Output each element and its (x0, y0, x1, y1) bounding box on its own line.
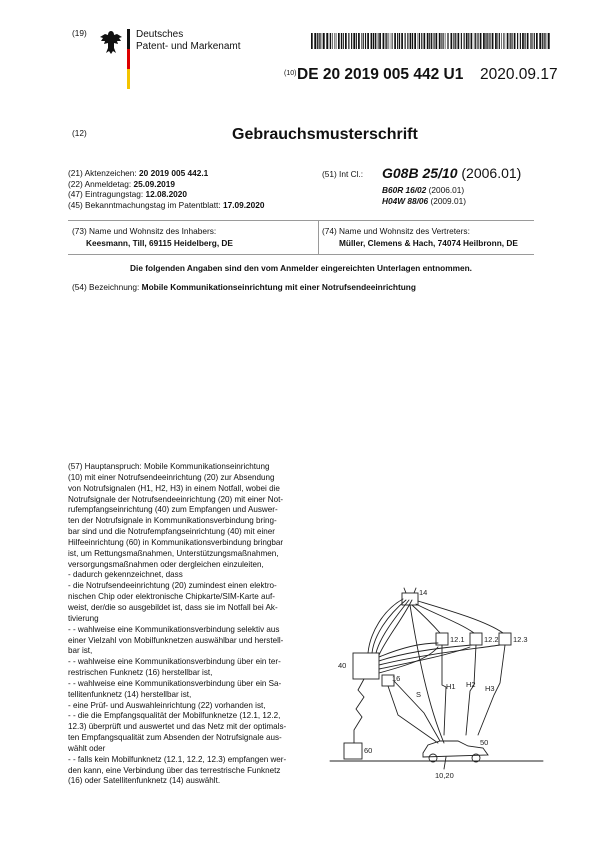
barcode-bar (483, 33, 485, 49)
barcode-bar (383, 33, 385, 49)
claim-line: - - wahlweise eine Kommunikationsverbindung selektiv aus (68, 624, 280, 634)
barcode-bar (495, 33, 497, 49)
barcode-bar (361, 33, 362, 49)
barcode-bar (394, 33, 396, 49)
barcode-bar (407, 33, 408, 49)
barcode-bar (418, 33, 419, 49)
barcode-bar (412, 33, 413, 49)
barcode-bar (490, 33, 491, 49)
barcode-bar (311, 33, 313, 49)
barcode-bar (373, 33, 374, 49)
claim-line: (57) Hauptanspruch: Mobile Kommunikationseinrichtung (68, 462, 270, 471)
barcode-bar (525, 33, 526, 49)
label-m2: 12.2 (484, 635, 499, 644)
barcode-bar (507, 33, 509, 49)
field-74-label: (74) Name und Wohnsitz des Vertreters: (322, 226, 470, 236)
barcode-bar (405, 33, 406, 49)
barcode-bar (487, 33, 488, 49)
barcode-bar (356, 33, 357, 49)
barcode-bar (377, 33, 378, 49)
barcode-bar (424, 33, 426, 49)
claim-line: (10) mit einer Notrufsendeeinrichtung (20) zur Absendung (68, 472, 275, 482)
flag-stripe-gold (127, 69, 130, 89)
barcode-bar (547, 33, 548, 49)
barcode-bar (414, 33, 416, 49)
barcode-bar (499, 33, 500, 49)
barcode-bar (367, 33, 369, 49)
barcode-bar (489, 33, 490, 49)
barcode-bar (329, 33, 330, 49)
barcode-bar (501, 33, 502, 49)
barcode-bar (520, 33, 521, 49)
receiver-box (353, 653, 379, 679)
label-car: 10,20 (435, 771, 454, 780)
barcode-bar (545, 33, 546, 49)
barcode-bar (322, 33, 323, 49)
barcode-bar (386, 33, 387, 49)
barcode-bar (443, 33, 444, 49)
barcode-bar (365, 33, 366, 49)
barcode-bar (431, 33, 432, 49)
helper-box (344, 743, 362, 759)
ipc-secondary-1: B60R 16/02 (2006.01) (382, 185, 465, 195)
inid-code-10: (10) (284, 70, 297, 77)
barcode-bar (410, 33, 412, 49)
barcode-bar (447, 33, 448, 49)
claim-line: - - wahlweise eine Kommunikationsverbindung über ein ter- (68, 657, 281, 667)
divider-vertical (318, 221, 319, 254)
barcode-bar (427, 33, 429, 49)
barcode-bar (421, 33, 422, 49)
barcode-bar (485, 33, 486, 49)
label-car-num: 50 (480, 738, 489, 747)
barcode-bar (448, 33, 449, 49)
barcode-bar (542, 33, 543, 49)
barcode-bar (455, 33, 456, 49)
field-73-label: (73) Name und Wohnsitz des Inhabers: (72, 226, 217, 236)
barcode-bar (464, 33, 465, 49)
barcode-bar (548, 33, 550, 49)
applicant-notice: Die folgenden Angaben sind den vom Anmelder eingereichten Unterlagen entnommen. (130, 263, 472, 273)
field-73-value: Keesmann, Till, 69115 Heidelberg, DE (86, 238, 233, 248)
claim-line: - die Notrufsendeeinrichtung (20) zumindest einen elektro- (68, 581, 277, 591)
claim-line: 12.3) überprüft und auswertet und das Netz mit der optimals- (68, 722, 287, 732)
barcode-bar (530, 33, 531, 49)
barcode-bar (358, 33, 360, 49)
barcode-bar (371, 33, 373, 49)
label-help: 60 (364, 746, 373, 755)
claim-line: - eine Prüf- und Auswahleinrichtung (22) vorhanden ist, (68, 700, 266, 710)
claim-line: ten der Notrufsignale in Kommunikationsverbindung bring- (68, 516, 277, 526)
barcode-bar (505, 33, 506, 49)
ipc-secondary-2: H04W 88/06 (2009.01) (382, 196, 466, 206)
label-h1: H1 (446, 682, 456, 691)
barcode-bar (544, 33, 545, 49)
barcode-bar (314, 33, 316, 49)
barcode-bar (471, 33, 473, 49)
publication-number: DE 20 2019 005 442 U1 (297, 66, 464, 83)
divider-bottom (68, 254, 534, 255)
barcode-bar (503, 33, 504, 49)
claim-line: Notrufsignale der Notrufsendeeinrichtung (20) mit einer Not- (68, 494, 284, 504)
barcode-bar (379, 33, 381, 49)
barcode-bar (474, 33, 475, 49)
claim-line: einer Vielzahl von Mobilfunknetzen auswählbar und herstell- (68, 635, 284, 645)
claim-line: - - wahlweise eine Kommunikationsverbindung über ein Sa- (68, 678, 282, 688)
barcode-bar (468, 33, 469, 49)
barcode-bar (332, 33, 333, 49)
office-name-line2: Patent- und Markenamt (136, 41, 241, 52)
barcode-bar (320, 33, 321, 49)
label-m1: 12.1 (450, 635, 465, 644)
claim-line: (16) oder Satellitenfunknetz (14) auswählt. (68, 776, 221, 786)
label-terr: 16 (392, 674, 401, 683)
barcode-bar (480, 33, 482, 49)
barcode-bar (338, 33, 340, 49)
barcode-bar (445, 33, 446, 49)
barcode-bar (531, 33, 532, 49)
barcode-bar (436, 33, 438, 49)
claim-line: von Notrufsignalen (H1, H2, H3) in einem Notfall, wobei die (68, 483, 280, 493)
inid-code-12: (12) (72, 128, 87, 138)
barcode-bar (419, 33, 420, 49)
barcode-bar (461, 33, 462, 49)
barcode-bar (319, 33, 320, 49)
barcode-bar (317, 33, 318, 49)
claim-line: Hilfeeinrichtung (60) in Kommunikationsverbindung bringbar (68, 537, 284, 547)
main-claim (68, 462, 312, 787)
claim-line: tivierung (68, 613, 99, 623)
barcode-bar (401, 33, 403, 49)
label-s: S (416, 690, 422, 699)
claim-line: bar ist, (68, 646, 93, 656)
barcode-bar (477, 33, 478, 49)
barcode-bar (343, 33, 344, 49)
claim-line: tellitenfunknetz (14) herstellbar ist, (68, 689, 192, 699)
flag-stripe-black (127, 29, 130, 49)
barcode-bar (434, 33, 435, 49)
claim-line: wählt oder (68, 743, 106, 753)
field-21: (21) Aktenzeichen: 20 2019 005 442.1 (68, 168, 209, 178)
field-51-label: (51) Int Cl.: (322, 169, 364, 179)
barcode-bar (475, 33, 476, 49)
barcode-bar (353, 33, 355, 49)
barcode-bar (389, 33, 390, 49)
field-54: (54) Bezeichnung: Mobile Kommunikationseinrichtung mit einer Notrufsendeeinrichtung (72, 282, 416, 292)
barcode-bar (534, 33, 535, 49)
ipc-main: G08B 25/10 (2006.01) (382, 165, 522, 181)
claim-line: ist, um Rettungsmaßnahmen, Unterstützungsmaßnahmen, (68, 548, 279, 558)
field-47: (47) Eintragungstag: 12.08.2020 (68, 189, 188, 199)
barcode-bar (517, 33, 518, 49)
barcode-bar (466, 33, 468, 49)
barcode-bar (392, 33, 393, 49)
inid-code-19: (19) (72, 28, 87, 38)
claim-line: nischen Chip oder elektronische Chipkarte/SIM-Karte auf- (68, 592, 275, 602)
barcode-bar (451, 33, 453, 49)
barcode-bar (397, 33, 398, 49)
barcode-bar (335, 33, 336, 49)
barcode-bar (375, 33, 376, 49)
barcode-bar (453, 33, 454, 49)
barcode-bar (536, 33, 538, 49)
mobile-tower-2 (470, 633, 482, 645)
barcode-bar (391, 33, 392, 49)
barcode-bar (441, 33, 442, 49)
claim-line: versorgungsmaßnahmen oder dergleichen einzuleiten, (68, 559, 264, 569)
claim-line: restrischen Funknetz (16) herstellbar ist, (68, 668, 213, 678)
claim-line: bar sind und die Notrufempfangseinrichtung (40) mit einer (68, 527, 275, 537)
barcode-bar (514, 33, 516, 49)
flag-stripe-red (127, 49, 130, 69)
field-45: (45) Bekanntmachungstag im Patentblatt: 17.09.2020 (68, 199, 265, 210)
barcode-bar (492, 33, 494, 49)
claim-line: rufempfangseinrichtung (40) zum Empfangen und Auswer- (68, 505, 278, 515)
barcode-bar (497, 33, 498, 49)
label-recv: 40 (338, 661, 347, 670)
barcode-bar (378, 33, 379, 49)
claim-line: weist, der/die so ausgebildet ist, dass sie im Notfall bei Ak- (68, 602, 278, 612)
barcode-bar (323, 33, 325, 49)
barcode-bar (439, 33, 441, 49)
barcode-bar (510, 33, 511, 49)
barcode-bar (539, 33, 541, 49)
claim-line: - dadurch gekennzeichnet, dass (68, 570, 183, 580)
office-name-line1: Deutsches (136, 29, 184, 40)
label-h2: H2 (466, 680, 476, 689)
label-m3: 12.3 (513, 635, 528, 644)
barcode-bar (326, 33, 328, 49)
barcode-bar (522, 33, 524, 49)
claim-line: ten Empfangsqualität zum Absenden der Notrufsignale aus- (68, 733, 282, 743)
label-h3: H3 (485, 684, 495, 693)
patent-drawing (328, 585, 548, 790)
field-74-value: Müller, Clemens & Hach, 74074 Heilbronn, DE (339, 238, 518, 248)
barcode-bar (433, 33, 434, 49)
federal-eagle-icon (98, 28, 124, 56)
mobile-tower-3 (499, 633, 511, 645)
label-sat: 14 (419, 588, 428, 597)
publication-date: 2020.09.17 (480, 66, 558, 83)
barcode-bar (345, 33, 347, 49)
barcode-bar (429, 33, 430, 49)
field-22: (22) Anmeldetag: 25.09.2019 (68, 178, 176, 189)
barcode-bar (385, 33, 386, 49)
barcode-bar (330, 33, 331, 49)
barcode-bar (363, 33, 364, 49)
barcode-bar (527, 33, 529, 49)
barcode-bar (341, 33, 342, 49)
barcode-bar (336, 33, 337, 49)
barcode (311, 33, 553, 49)
barcode-bar (399, 33, 400, 49)
barcode-bar (348, 33, 349, 49)
claim-line: - - die die Empfangsqualität der Mobilfunknetze (12.1, 12.2, (68, 711, 281, 721)
divider-top (68, 220, 534, 221)
claim-line: den kann, eine Verbindung über das terrestrische Funknetz (68, 765, 281, 775)
barcode-bar (458, 33, 460, 49)
barcode-bar (351, 33, 352, 49)
claim-line: - - falls kein Mobilfunknetz (12.1, 12.2, 12.3) empfangen wer- (68, 754, 287, 764)
document-type: Gebrauchsmusterschrift (232, 126, 418, 143)
barcode-bar (511, 33, 512, 49)
